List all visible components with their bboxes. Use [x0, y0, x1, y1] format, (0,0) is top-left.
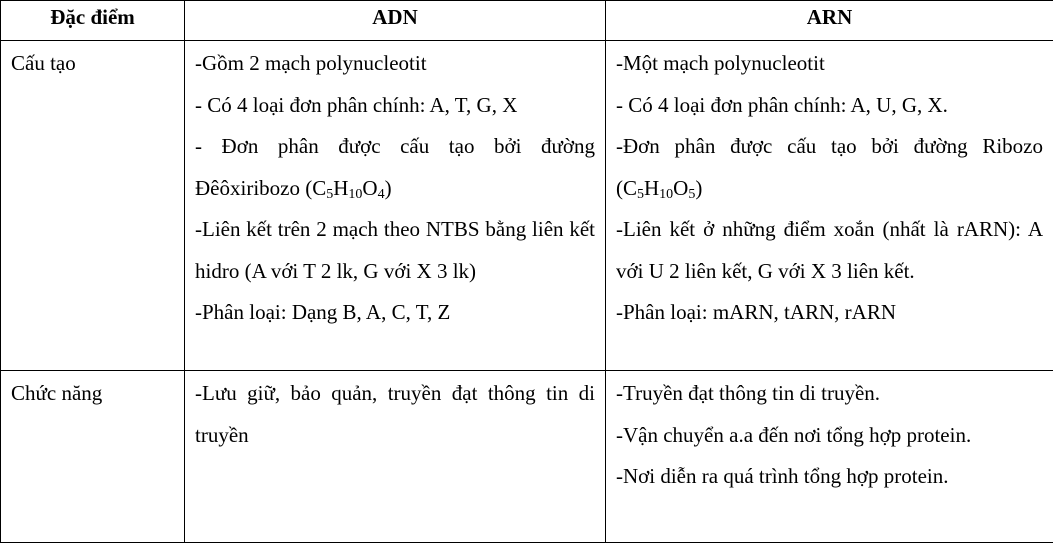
- header-rna: ARN: [606, 1, 1053, 41]
- function-dna-cell: [185, 371, 606, 543]
- structure-rna-cell: [606, 41, 1053, 371]
- dna-structure-line-1: -Gồm 2 mạch polynucleotit: [195, 43, 595, 85]
- rna-structure-line-2: - Có 4 loại đơn phân chính: A, U, G, X.: [616, 85, 1043, 127]
- rna-structure-line-3: -Đơn phân được cấu tạo bởi đường Ribozo $(C_5H_{10}O_5)$: [616, 126, 1043, 209]
- function-label-cell: [1, 371, 185, 543]
- function-rna-cell: [606, 371, 1053, 543]
- function-row: [1, 371, 1053, 543]
- rna-structure-line-1: -Một mạch polynucleotit: [616, 43, 1043, 85]
- dna-structure-line-5: -Phân loại: Dạng B, A, C, T, Z: [195, 292, 595, 334]
- header-feature: Đặc điểm: [1, 1, 185, 41]
- rna-structure-line-4: -Liên kết ở những điểm xoắn (nhất là rARN): A với U 2 liên kết, G với X 3 liên kết.: [616, 209, 1043, 292]
- dna-function-line-1: -Lưu giữ, bảo quản, truyền đạt thông tin di truyền: [195, 373, 595, 456]
- header-dna: ADN: [185, 1, 606, 41]
- dna-structure-line-2: - Có 4 loại đơn phân chính: A, T, G, X: [195, 85, 595, 127]
- rna-function-line-3: -Nơi diễn ra quá trình tổng hợp protein.: [616, 456, 1043, 498]
- header-row: [1, 1, 1053, 41]
- dna-structure-line-3: - Đơn phân được cấu tạo bởi đường Đêôxiribozo $(C_5H_{10}O_4)$: [195, 126, 595, 209]
- structure-row: [1, 41, 1053, 371]
- structure-dna-cell: [185, 41, 606, 371]
- function-label: Chức năng: [11, 373, 174, 415]
- rna-function-line-2: -Vận chuyển a.a đến nơi tổng hợp protein.: [616, 415, 1043, 457]
- structure-label-cell: [1, 41, 185, 371]
- dna-structure-line-4: -Liên kết trên 2 mạch theo NTBS bằng liên kết hidro (A với T 2 lk, G với X 3 lk): [195, 209, 595, 292]
- structure-label: Cấu tạo: [11, 43, 174, 85]
- rna-structure-line-5: -Phân loại: mARN, tARN, rARN: [616, 292, 1043, 334]
- rna-function-line-1: -Truyền đạt thông tin di truyền.: [616, 373, 1043, 415]
